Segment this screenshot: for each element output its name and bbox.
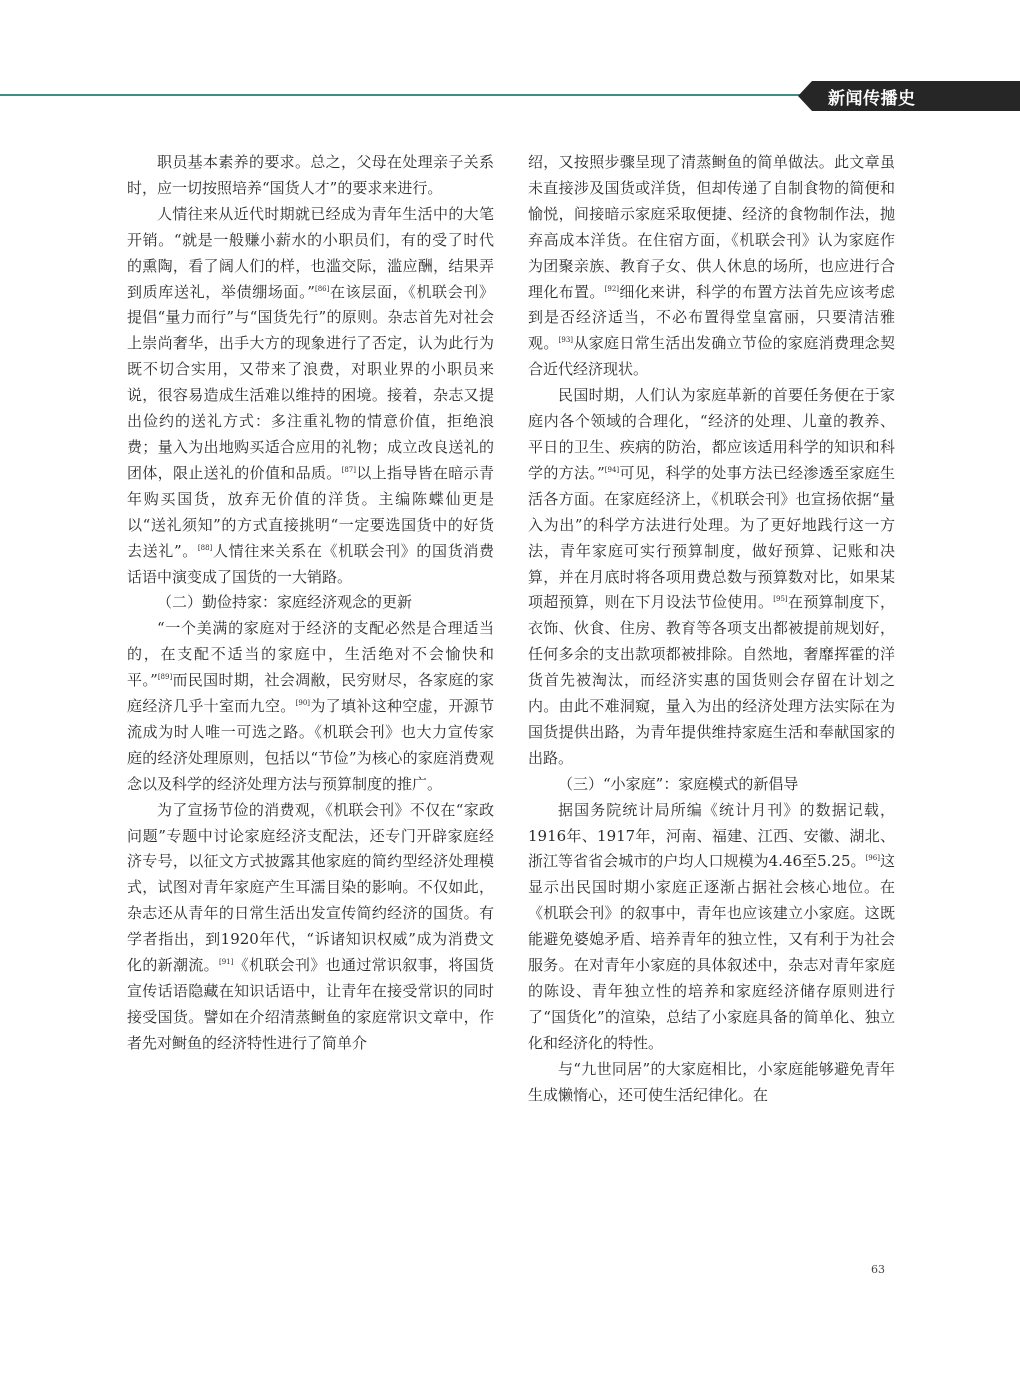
citation-marker: [91] bbox=[218, 958, 234, 967]
citation-marker: [92] bbox=[604, 284, 620, 293]
paragraph-text: 职员基本素养的要求。总之，父母在处理亲子关系时，应一切按照培养“国货人才”的要求来进行。 bbox=[127, 153, 494, 197]
body-paragraph bbox=[528, 383, 895, 772]
citation-marker: [86] bbox=[314, 284, 330, 293]
paragraph-text: 民国时期，人们认为家庭革新的首要任务便在于家庭内各个领域的合理化，“经济的处理、儿童的教养、平日的卫生、疾病的防治，都应该适用科学的知识和科学的方法。” bbox=[528, 386, 895, 482]
paragraph-text: 从家庭日常生活出发确立节俭的家庭消费理念契合近代经济现状。 bbox=[528, 334, 895, 379]
citation-marker: [89] bbox=[157, 673, 173, 682]
paragraph-text: 人情往来关系在《机联会刊》的国货消费话语中演变成了国货的一大销路。 bbox=[127, 541, 494, 586]
paragraph-text: “一个美满的家庭对于经济的支配必然是合理适当的，在支配不适当的家庭中，生活绝对不会愉快和平。” bbox=[127, 619, 494, 690]
body-paragraph bbox=[127, 798, 494, 1057]
section-heading bbox=[127, 590, 494, 616]
paragraph-text: 在该层面，《机联会刊》提倡“量力而行”与“国货先行”的原则。杂志首先对社会上崇尚奢华，出手大方的现象进行了否定，认为此行为既不切合实用，又带来了浪费，对职业界的小职员来说，很容易造成生活难以维持的困境。接着，杂志又提出俭约的送礼方式：多注重礼物的情意价值，拒绝浪费；量入为出地购买适合应用的礼物；成立改良送礼的团体，限止送礼的价值和品质。 bbox=[127, 282, 494, 482]
paragraph-text: 在预算制度下，衣饰、伙食、住房、教育等各项支出都被提前规划好，任何多余的支出款项都被排除。自然地，奢靡挥霍的洋货首先被淘汰，而经济实惠的国货则会存留在计划之内。由此不难洞窥，量入为出的经济处理方法实际在为国货提供出路，为青年提供维持家庭生活和奉献国家的出路。 bbox=[528, 593, 895, 767]
paragraph-text: 据国务院统计局所编《统计月刊》的数据记载，1916年、1917年，河南、福建、江西、安徽、湖北、浙江等省省会城市的户均人口规模为4.46至5.25。 bbox=[528, 800, 895, 871]
paragraph-text: 《机联会刊》也通过常识叙事，将国货宣传话语隐藏在知识话语中，让青年在接受常识的同时接受国货。譬如在介绍清蒸鲥鱼的家庭常识文章中，作者先对鲥鱼的经济特性进行了简单介 bbox=[127, 956, 494, 1052]
paragraph-text: （三）“小家庭”：家庭模式的新倡导 bbox=[558, 774, 799, 793]
citation-marker: [90] bbox=[295, 699, 311, 708]
paragraph-text: 为了宣扬节俭的消费观，《机联会刊》不仅在“家政问题”专题中讨论家庭经济支配法，还专门开辟家庭经济专号，以征文方式披露其他家庭的简约型经济处理模式，试图对青年家庭产生耳濡目染的影响。不仅如此，杂志还从青年的日常生活出发宣传简约经济的国货。有学者指出，到1920年代，“诉诸知识权威”成为消费文化的新潮流。 bbox=[127, 800, 494, 975]
paragraph-text: 可见，科学的处事方法已经渗透至家庭生活各方面。在家庭经济上，《机联会刊》也宣扬依据“量入为出”的科学方法进行处理。为了更好地践行这一方法，青年家庭可实行预算制度，做好预算、记账和决算，并在月底时将各项用费总数与预算数对比，如果某项超预算，则在下月设法节俭使用。 bbox=[528, 463, 895, 612]
paragraph-text: 这显示出民国时期小家庭正逐渐占据社会核心地位。在《机联会刊》的叙事中，青年也应该建立小家庭。这既能避免婆媳矛盾、培养青年的独立性，又有利于为社会服务。在对青年小家庭的具体叙述中，杂志对青年家庭的陈设、青年独立性的培养和家庭经济储存原则进行了“国货化”的渲染，总结了小家庭具备的简单化、独立化和经济化的特性。 bbox=[528, 852, 895, 1052]
paragraph-text: 绍，又按照步骤呈现了清蒸鲥鱼的简单做法。此文章虽未直接涉及国货或洋货，但却传递了自制食物的简便和愉悦，间接暗示家庭采取便捷、经济的食物制作法，抛弃高成本洋货。在住宿方面，《机联会刊》认为家庭作为团聚亲族、教育子女、供人休息的场所，也应进行合理化布置。 bbox=[528, 153, 895, 301]
left-column bbox=[127, 150, 494, 1057]
body-paragraph bbox=[528, 798, 895, 1057]
right-column bbox=[528, 150, 895, 1109]
paragraph-text: 而民国时期，社会凋敝，民穷财尽，各家庭的家庭经济几乎十室而九空。 bbox=[127, 671, 494, 716]
citation-marker: [93] bbox=[558, 336, 574, 345]
citation-marker: [95] bbox=[773, 595, 788, 604]
citation-marker: [94] bbox=[604, 465, 620, 474]
page-number: 63 bbox=[871, 1263, 885, 1276]
body-paragraph bbox=[528, 1057, 895, 1109]
paragraph-text: 人情往来从近代时期就已经成为青年生活中的大笔开销。“就是一般赚小薪水的小职员们，有的受了时代的熏陶，看了阔人们的样，也滥交际，滥应酬，结果弄到质库送礼，举债绷场面。” bbox=[127, 204, 494, 301]
citation-marker: [88] bbox=[197, 543, 213, 552]
body-paragraph bbox=[127, 616, 494, 797]
citation-marker: [96] bbox=[865, 854, 880, 863]
citation-marker: [87] bbox=[341, 465, 356, 474]
paragraph-text: （二）勤俭持家：家庭经济观念的更新 bbox=[157, 593, 413, 612]
paragraph-text: 与“九世同居”的大家庭相比，小家庭能够避免青年生成懒惰心，还可使生活纪律化。在 bbox=[528, 1059, 895, 1104]
header-rule bbox=[0, 94, 812, 96]
section-label: 新闻传播史 bbox=[828, 89, 916, 109]
body-paragraph bbox=[127, 150, 494, 202]
paragraph-text: 为了填补这种空虚，开源节流成为时人唯一可选之路。《机联会刊》也大力宣传家庭的经济处理原则，包括以“节俭”为核心的家庭消费观念以及科学的经济处理方法与预算制度的推广。 bbox=[127, 697, 494, 793]
paragraph-text: 以上指导皆在暗示青年购买国货，放弃无价值的洋货。主编陈蝶仙更是以“送礼须知”的方式直接挑明“一定要选国货中的好货去送礼”。 bbox=[127, 463, 494, 560]
body-paragraph bbox=[528, 150, 895, 383]
body-paragraph bbox=[127, 202, 494, 591]
section-heading bbox=[528, 772, 895, 798]
paragraph-text: 细化来讲，科学的布置方法首先应该考虑到是否经济适当，不必布置得堂皇富丽，只要清洁雅观。 bbox=[528, 282, 895, 353]
section-banner bbox=[798, 81, 1020, 111]
